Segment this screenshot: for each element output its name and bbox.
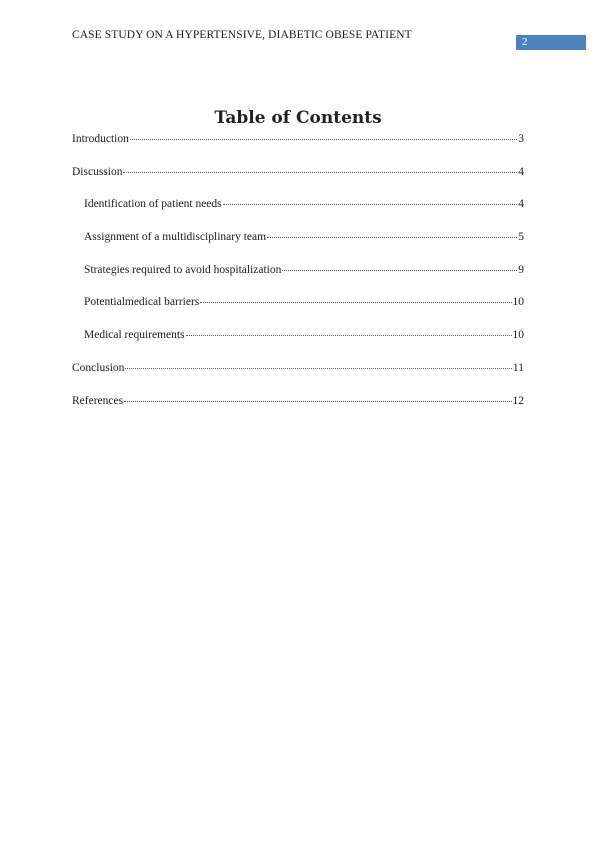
dot-leader — [267, 237, 517, 238]
toc-entry-page: 12 — [512, 394, 524, 407]
dot-leader — [125, 368, 512, 369]
toc-entry-page: 3 — [518, 133, 524, 145]
toc-title: Table of Contents — [214, 108, 382, 128]
toc-entry-multidisciplinary-team[interactable] — [72, 231, 524, 264]
dot-leader — [124, 401, 511, 402]
dot-leader — [200, 302, 511, 303]
toc-entry-discussion[interactable] — [72, 166, 524, 199]
toc-entry-patient-needs[interactable] — [72, 198, 524, 231]
dot-leader — [186, 335, 512, 336]
toc-entry-label: Discussion — [72, 165, 123, 178]
table-of-contents — [72, 133, 524, 427]
toc-entry-label: Conclusion — [72, 361, 125, 374]
toc-entry-page: 10 — [512, 296, 524, 309]
toc-entry-avoid-hospitalization[interactable] — [72, 264, 524, 297]
dot-leader — [123, 172, 517, 173]
dot-leader — [130, 139, 517, 140]
toc-entry-page: 9 — [518, 263, 524, 276]
running-header: CASE STUDY ON A HYPERTENSIVE, DIABETIC OBESE PATIENT — [72, 29, 412, 41]
toc-entry-conclusion[interactable] — [72, 362, 524, 395]
toc-entry-page: 4 — [518, 165, 524, 178]
dot-leader — [223, 204, 518, 205]
toc-entry-page: 11 — [512, 361, 524, 374]
toc-entry-medical-barriers[interactable] — [72, 296, 524, 329]
page-number-badge: 2 — [516, 35, 586, 50]
toc-entry-label: Strategies required to avoid hospitalization — [84, 263, 282, 276]
toc-entry-page: 4 — [518, 198, 524, 211]
dot-leader — [282, 270, 517, 271]
toc-entry-label: Introduction — [72, 133, 129, 145]
toc-entry-label: Assignment of a multidisciplinary team — [84, 231, 267, 244]
toc-entry-page: 10 — [512, 329, 524, 342]
toc-entry-label: Potentialmedical barriers — [84, 296, 200, 309]
toc-entry-label: References — [72, 394, 124, 407]
toc-entry-page: 5 — [518, 231, 524, 244]
toc-entry-label: Medical requirements — [84, 329, 185, 342]
toc-entry-label: Identification of patient needs — [84, 198, 222, 211]
toc-entry-introduction[interactable] — [72, 133, 524, 166]
toc-entry-medical-requirements[interactable] — [72, 329, 524, 362]
toc-entry-references[interactable] — [72, 395, 524, 428]
